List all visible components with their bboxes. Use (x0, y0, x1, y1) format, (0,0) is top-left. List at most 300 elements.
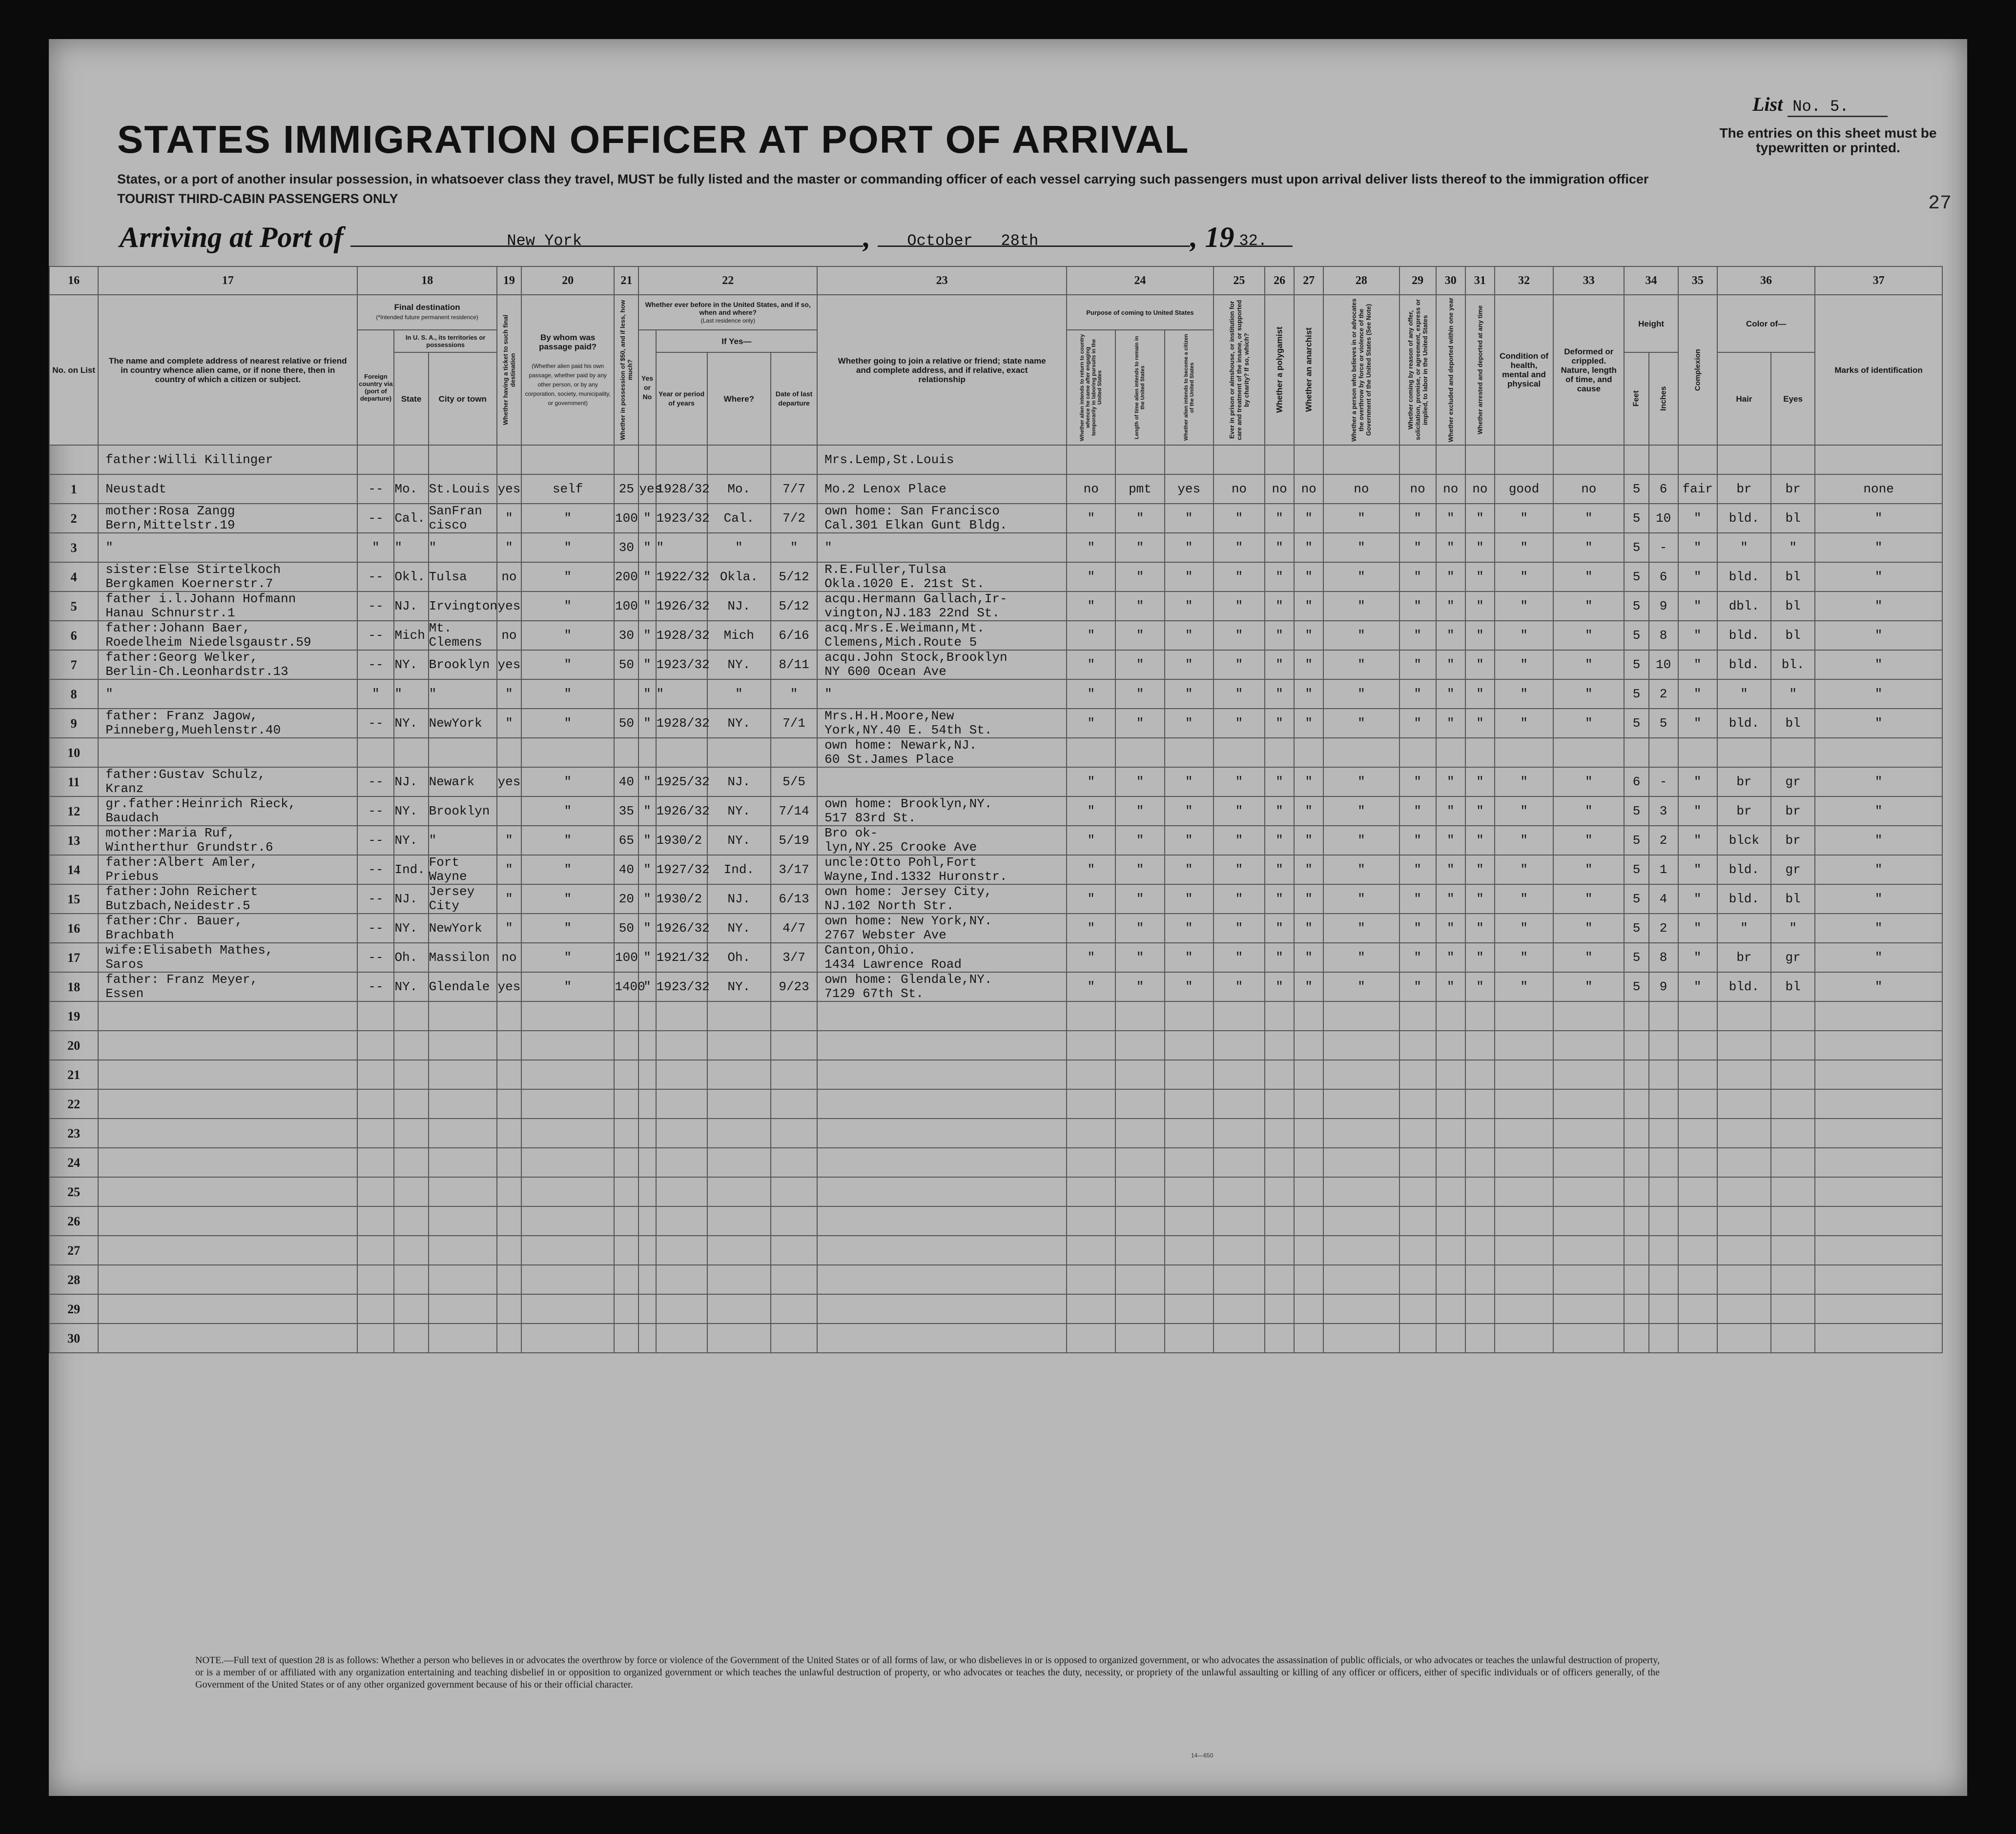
purpose-citizen-cell: " (1165, 533, 1214, 562)
passage-paid-cell: " (521, 796, 614, 826)
year-value: 32. (1239, 232, 1267, 250)
q31-cell: " (1465, 796, 1495, 826)
eyes-cell (1771, 1265, 1815, 1294)
hair-cell: bld. (1717, 621, 1771, 650)
polygamist-cell: " (1265, 972, 1294, 1001)
q29-cell: " (1399, 884, 1436, 914)
been-before-cell: " (638, 679, 656, 709)
feet-cell (1624, 738, 1648, 767)
eyes-cell (1771, 1206, 1815, 1236)
col-number: 19 (497, 266, 521, 295)
state-cell (394, 738, 428, 767)
arriving-line: Arriving at Port of New York , October 28th , 19 32. (120, 221, 1293, 254)
money-cell (614, 1294, 638, 1324)
complexion-cell: " (1678, 621, 1717, 650)
hair-cell: bld. (1717, 504, 1771, 533)
ticket-cell: " (497, 826, 521, 855)
foreign-country-cell: -- (357, 621, 394, 650)
purpose-length-cell: pmt (1115, 474, 1164, 504)
eyes-cell: " (1771, 533, 1815, 562)
marks-cell (1815, 445, 1942, 474)
joining-cell: Bro ok- lyn,NY.25 Crooke Ave (817, 826, 1067, 855)
passage-paid-cell: " (521, 591, 614, 621)
q29-cell: " (1399, 504, 1436, 533)
complexion-cell: " (1678, 679, 1717, 709)
col-number: 35 (1678, 266, 1717, 295)
joining-cell: acq.Mrs.E.Weimann,Mt. Clemens,Mich.Route 5 (817, 621, 1067, 650)
years-cell: 1928/32 (656, 474, 707, 504)
deformed-cell: " (1553, 826, 1624, 855)
q31-cell (1465, 1294, 1495, 1324)
deformed-cell: " (1553, 796, 1624, 826)
table-row-empty (49, 1031, 1942, 1060)
purpose-length-cell: " (1115, 650, 1164, 679)
health-cell: " (1495, 621, 1553, 650)
relative-cell (98, 1294, 357, 1324)
where-cell: " (707, 533, 771, 562)
feet-cell (1624, 1148, 1648, 1177)
purpose-length-cell (1115, 1236, 1164, 1265)
foreign-country-cell: -- (357, 767, 394, 796)
purpose-length-cell (1115, 1060, 1164, 1089)
purpose-citizen-cell: " (1165, 972, 1214, 1001)
date-field (878, 224, 1190, 250)
money-cell: 50 (614, 914, 638, 943)
eyes-cell: bl (1771, 972, 1815, 1001)
q30-cell: " (1436, 884, 1465, 914)
marks-cell: " (1815, 533, 1942, 562)
row-number: 30 (49, 1324, 98, 1353)
inches-cell (1649, 1236, 1678, 1265)
yes-no-header: Yes or No (638, 330, 656, 445)
q30-cell (1436, 1265, 1465, 1294)
anarchist-cell (1294, 1148, 1323, 1177)
table-row-empty (49, 1236, 1942, 1265)
prison-cell: " (1214, 679, 1265, 709)
q29-cell (1399, 1060, 1436, 1089)
money-cell (614, 1060, 638, 1089)
state-cell (394, 1119, 428, 1148)
money-cell: 20 (614, 884, 638, 914)
q29-cell: " (1399, 855, 1436, 884)
anarchist-cell: " (1294, 972, 1323, 1001)
polygamist-cell: " (1265, 591, 1294, 621)
relative-cell: father i.l.Johann Hofmann Hanau Schnurstr.1 (98, 591, 357, 621)
state-cell (394, 1148, 428, 1177)
purpose-return-cell: " (1067, 562, 1115, 591)
purpose-citizen-cell: " (1165, 562, 1214, 591)
ticket-cell: no (497, 943, 521, 972)
passage-paid-cell: " (521, 533, 614, 562)
state-cell (394, 1089, 428, 1119)
hair-cell: " (1717, 533, 1771, 562)
complexion-cell (1678, 1148, 1717, 1177)
list-number-value: No. 5. (1788, 98, 1888, 117)
passage-paid-cell: " (521, 914, 614, 943)
relative-cell (98, 1324, 357, 1353)
prison-cell (1214, 1177, 1265, 1206)
q28-cell (1323, 445, 1399, 474)
years-cell (656, 1236, 707, 1265)
money-cell: 1400 (614, 972, 638, 1001)
q30-cell (1436, 1089, 1465, 1119)
departure-date-cell: " (771, 679, 817, 709)
table-row-empty (49, 1119, 1942, 1148)
health-cell (1495, 1177, 1553, 1206)
where-cell: Mo. (707, 474, 771, 504)
deformed-cell (1553, 1119, 1624, 1148)
money-cell (614, 1089, 638, 1119)
hair-cell (1717, 1089, 1771, 1119)
joining-cell: uncle:Otto Pohl,Fort Wayne,Ind.1332 Huronstr. (817, 855, 1067, 884)
q28-cell: " (1323, 826, 1399, 855)
state-cell (394, 1001, 428, 1031)
years-cell: " (656, 679, 707, 709)
feet-cell: 5 (1624, 504, 1648, 533)
q30-cell (1436, 1001, 1465, 1031)
city-cell: " (429, 826, 497, 855)
years-cell: 1930/2 (656, 826, 707, 855)
money-cell: 25 (614, 474, 638, 504)
inches-cell: - (1649, 767, 1678, 796)
city-cell (429, 445, 497, 474)
ticket-cell (497, 1031, 521, 1060)
marks-cell (1815, 1119, 1942, 1148)
prison-cell (1214, 1060, 1265, 1089)
anarchist-cell: " (1294, 796, 1323, 826)
health-cell: " (1495, 650, 1553, 679)
health-cell (1495, 1119, 1553, 1148)
city-cell (429, 1206, 497, 1236)
row-number: 21 (49, 1060, 98, 1089)
been-before-cell: " (638, 855, 656, 884)
q28-cell: " (1323, 504, 1399, 533)
col-number: 30 (1436, 266, 1465, 295)
purpose-return-cell (1067, 445, 1115, 474)
eyes-cell: br (1771, 796, 1815, 826)
eyes-cell (1771, 1177, 1815, 1206)
purpose-citizen-cell (1165, 1089, 1214, 1119)
where-cell: Cal. (707, 504, 771, 533)
health-cell: " (1495, 884, 1553, 914)
q31-cell (1465, 1001, 1495, 1031)
deformed-cell (1553, 1324, 1624, 1353)
purpose-length-cell (1115, 1001, 1164, 1031)
foreign-country-cell (357, 1089, 394, 1119)
ticket-cell (497, 1177, 521, 1206)
years-cell (656, 738, 707, 767)
where-cell (707, 1148, 771, 1177)
inches-cell (1649, 1031, 1678, 1060)
polygamist-cell: " (1265, 884, 1294, 914)
eyes-cell: gr (1771, 943, 1815, 972)
foreign-country-cell (357, 1265, 394, 1294)
q31-cell (1465, 1177, 1495, 1206)
prison-header: Ever in prison or almshouse, or institution for care and treatment of the insane, or supported by charity? If so, which? (1214, 295, 1265, 445)
feet-cell: 5 (1624, 884, 1648, 914)
purpose-return-cell (1067, 1001, 1115, 1031)
joining-cell: own home: Glendale,NY. 7129 67th St. (817, 972, 1067, 1001)
joining-cell (817, 1148, 1067, 1177)
q31-cell (1465, 445, 1495, 474)
eyes-cell (1771, 1148, 1815, 1177)
q31-cell: " (1465, 914, 1495, 943)
relative-cell (98, 1089, 357, 1119)
q29-cell: " (1399, 591, 1436, 621)
polygamist-cell: " (1265, 650, 1294, 679)
relative-cell: Neustadt (98, 474, 357, 504)
purpose-return-cell (1067, 1206, 1115, 1236)
years-cell (656, 1265, 707, 1294)
q29-cell: " (1399, 562, 1436, 591)
money-cell (614, 1119, 638, 1148)
q30-cell (1436, 1031, 1465, 1060)
polygamist-cell (1265, 1236, 1294, 1265)
passage-paid-cell (521, 1119, 614, 1148)
feet-cell (1624, 1060, 1648, 1089)
complexion-cell (1678, 445, 1717, 474)
years-cell: 1925/32 (656, 767, 707, 796)
q28-cell (1323, 1177, 1399, 1206)
q30-cell (1436, 445, 1465, 474)
money-cell (614, 1206, 638, 1236)
city-cell (429, 1265, 497, 1294)
q29-cell: " (1399, 943, 1436, 972)
relative-cell (98, 1265, 357, 1294)
eyes-cell: bl. (1771, 650, 1815, 679)
q30-cell: " (1436, 914, 1465, 943)
health-cell: " (1495, 562, 1553, 591)
deformed-cell (1553, 1148, 1624, 1177)
years-cell (656, 1119, 707, 1148)
been-before-cell: " (638, 796, 656, 826)
q29-cell (1399, 1324, 1436, 1353)
prison-cell: " (1214, 914, 1265, 943)
purpose-b-header: Length of time alien intends to remain in the United States (1115, 330, 1164, 445)
anarchist-cell: " (1294, 533, 1323, 562)
feet-cell (1624, 445, 1648, 474)
inches-cell: 9 (1649, 972, 1678, 1001)
foreign-country-cell (357, 1119, 394, 1148)
q31-cell: " (1465, 621, 1495, 650)
purpose-return-cell: " (1067, 855, 1115, 884)
anarchist-cell (1294, 1265, 1323, 1294)
inches-cell (1649, 1206, 1678, 1236)
been-before-cell (638, 1294, 656, 1324)
prison-cell: " (1214, 796, 1265, 826)
city-cell: Irvington (429, 591, 497, 621)
ticket-header: Whether having a ticket to such final destination (497, 295, 521, 445)
q29-cell: " (1399, 621, 1436, 650)
relative-cell (98, 1001, 357, 1031)
passage-paid-cell: " (521, 943, 614, 972)
purpose-length-cell (1115, 1148, 1164, 1177)
q31-cell (1465, 1031, 1495, 1060)
purpose-citizen-cell (1165, 445, 1214, 474)
money-cell: 100 (614, 504, 638, 533)
passage-paid-cell (521, 1206, 614, 1236)
purpose-return-cell (1067, 1031, 1115, 1060)
table-row-empty (49, 1148, 1942, 1177)
been-before-cell (638, 738, 656, 767)
foreign-country-cell: -- (357, 709, 394, 738)
departure-date-cell: 5/19 (771, 826, 817, 855)
joining-cell: Canton,Ohio. 1434 Lawrence Road (817, 943, 1067, 972)
money-cell: 200 (614, 562, 638, 591)
departure-date-cell: 4/7 (771, 914, 817, 943)
hair-cell (1717, 1324, 1771, 1353)
feet-cell (1624, 1324, 1648, 1353)
marks-cell: " (1815, 972, 1942, 1001)
q30-header: Whether excluded and deported within one year (1436, 295, 1465, 445)
q28-cell: " (1323, 884, 1399, 914)
complexion-cell: " (1678, 533, 1717, 562)
polygamist-cell: " (1265, 562, 1294, 591)
q28-cell: " (1323, 709, 1399, 738)
prison-cell (1214, 1236, 1265, 1265)
hair-cell (1717, 1206, 1771, 1236)
row-number: 19 (49, 1001, 98, 1031)
prison-cell (1214, 1089, 1265, 1119)
been-before-cell (638, 1265, 656, 1294)
col-number: 33 (1553, 266, 1624, 295)
ticket-cell: " (497, 504, 521, 533)
col-number: 26 (1265, 266, 1294, 295)
row-number: 23 (49, 1119, 98, 1148)
foreign-country-cell: -- (357, 855, 394, 884)
purpose-length-cell: " (1115, 621, 1164, 650)
q28-cell (1323, 738, 1399, 767)
row-number: 1 (49, 474, 98, 504)
eyes-cell (1771, 1119, 1815, 1148)
q31-cell: " (1465, 972, 1495, 1001)
anarchist-cell: " (1294, 621, 1323, 650)
foreign-country-cell: -- (357, 972, 394, 1001)
q28-cell (1323, 1324, 1399, 1353)
passage-paid-cell (521, 738, 614, 767)
where-cell (707, 1001, 771, 1031)
relative-cell: father:Georg Welker, Berlin-Ch.Leonhardstr.13 (98, 650, 357, 679)
marks-cell (1815, 738, 1942, 767)
deformed-cell (1553, 1031, 1624, 1060)
joining-cell: " (817, 679, 1067, 709)
purpose-length-cell (1115, 1294, 1164, 1324)
money-cell (614, 1324, 638, 1353)
hair-cell (1717, 445, 1771, 474)
complexion-cell (1678, 1294, 1717, 1324)
anarchist-cell (1294, 1324, 1323, 1353)
city-cell (429, 1294, 497, 1324)
q29-header: Whether coming by reason of any offer, solicitation, promise, or agreement, express or implied, to labor in the United States (1399, 295, 1436, 445)
q31-cell (1465, 1206, 1495, 1236)
q29-cell (1399, 1206, 1436, 1236)
ticket-cell: " (497, 533, 521, 562)
row-number: 5 (49, 591, 98, 621)
health-cell (1495, 1294, 1553, 1324)
purpose-return-cell (1067, 1148, 1115, 1177)
col-number: 23 (817, 266, 1067, 295)
foreign-country-header: Foreign country via (port of departure) (357, 330, 394, 445)
col-number: 36 (1717, 266, 1815, 295)
q29-cell: " (1399, 650, 1436, 679)
deformed-cell (1553, 445, 1624, 474)
joining-cell: own home: New York,NY. 2767 Webster Ave (817, 914, 1067, 943)
purpose-length-cell (1115, 738, 1164, 767)
table-row (49, 884, 1942, 914)
been-before-cell (638, 1236, 656, 1265)
hair-cell: bld. (1717, 972, 1771, 1001)
q31-cell: no (1465, 474, 1495, 504)
where-cell (707, 1324, 771, 1353)
deformed-cell: " (1553, 650, 1624, 679)
relative-cell: father:Albert Amler, Priebus (98, 855, 357, 884)
where-header: Where? (707, 352, 771, 445)
q29-cell (1399, 1031, 1436, 1060)
inches-cell: 3 (1649, 796, 1678, 826)
purpose-length-cell (1115, 1119, 1164, 1148)
row-number: 25 (49, 1177, 98, 1206)
years-cell (656, 1031, 707, 1060)
hair-cell (1717, 1177, 1771, 1206)
feet-cell: 5 (1624, 826, 1648, 855)
city-cell: Brooklyn (429, 796, 497, 826)
q31-cell (1465, 1324, 1495, 1353)
relative-cell (98, 738, 357, 767)
ticket-cell (497, 1119, 521, 1148)
joining-header: Whether going to join a relative or friend; state name and complete address, and if relative, exact relationship (817, 295, 1067, 445)
q29-cell (1399, 1148, 1436, 1177)
arriving-label: Arriving at Port of (120, 221, 344, 253)
polygamist-cell (1265, 738, 1294, 767)
money-cell (614, 738, 638, 767)
hair-cell: blck (1717, 826, 1771, 855)
been-before-cell: " (638, 709, 656, 738)
anarchist-cell (1294, 1294, 1323, 1324)
purpose-return-cell: " (1067, 621, 1115, 650)
deformed-cell: " (1553, 884, 1624, 914)
purpose-return-cell: " (1067, 767, 1115, 796)
polygamist-cell: " (1265, 679, 1294, 709)
feet-cell: 5 (1624, 533, 1648, 562)
been-before-cell (638, 1177, 656, 1206)
departure-date-cell: 5/5 (771, 767, 817, 796)
state-cell: NY. (394, 650, 428, 679)
feet-cell: 6 (1624, 767, 1648, 796)
table-row (49, 621, 1942, 650)
row-number (49, 445, 98, 474)
eyes-cell (1771, 1294, 1815, 1324)
anarchist-cell: " (1294, 855, 1323, 884)
health-cell: good (1495, 474, 1553, 504)
departure-date-cell (771, 1294, 817, 1324)
complexion-cell (1678, 1089, 1717, 1119)
anarchist-cell (1294, 1060, 1323, 1089)
departure-date-cell: 5/12 (771, 562, 817, 591)
years-cell (656, 1294, 707, 1324)
row-number: 26 (49, 1206, 98, 1236)
row-number: 24 (49, 1148, 98, 1177)
where-cell (707, 1294, 771, 1324)
eyes-cell (1771, 445, 1815, 474)
city-cell (429, 1148, 497, 1177)
polygamist-cell: no (1265, 474, 1294, 504)
departure-date-cell: 6/13 (771, 884, 817, 914)
where-cell (707, 1031, 771, 1060)
state-cell (394, 1206, 428, 1236)
passage-paid-cell (521, 1236, 614, 1265)
complexion-cell: " (1678, 591, 1717, 621)
purpose-return-cell (1067, 1177, 1115, 1206)
